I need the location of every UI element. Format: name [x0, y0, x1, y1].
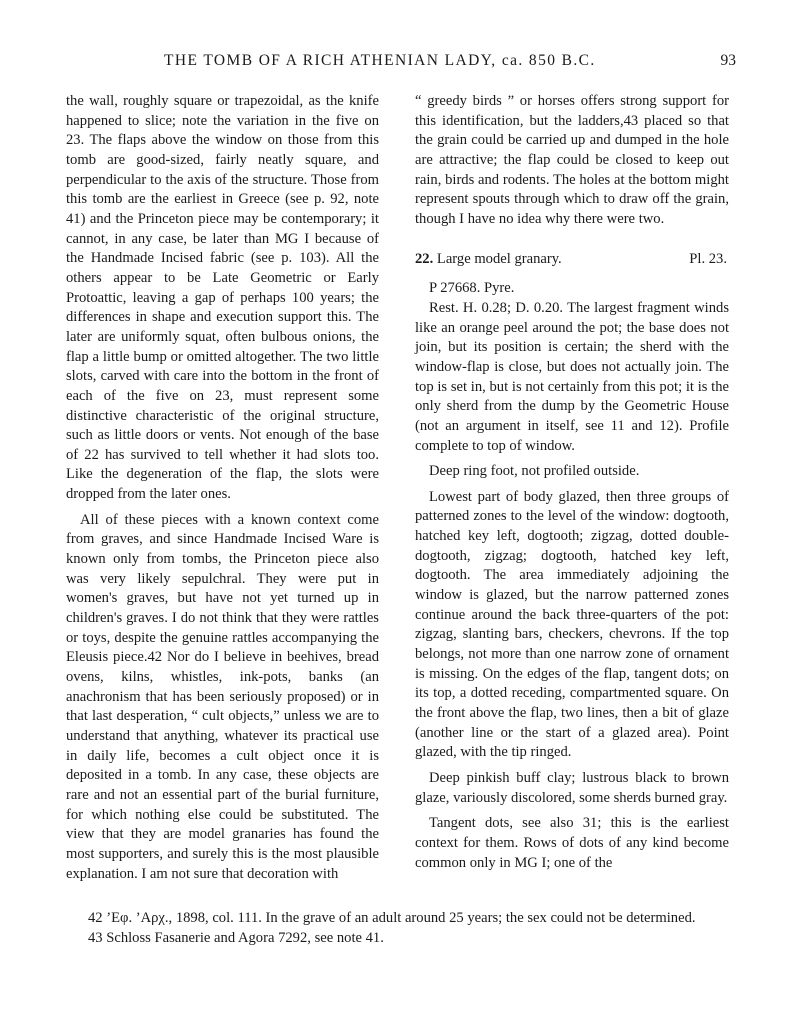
catalogue-decoration: Lowest part of body glazed, then three groups of patterned zones to the level of the window: dogtooth, hatched key left, dogtooth; zigzag, dotted double-dogtooth, zigzag; dogtooth, hatched key left, dogtooth. The area immediately adjoining the window is glazed, but the narrow patterned zones continue around the back three-quarters of the pot: zigzag, slanting bars, checkers, chevrons. If the top belongs, not more than one narrow zone of ornament is missing. On the edges of the flap, tangent dots; on its top, a dotted receding, compartmented square. On the front above the flap, two lines, then a bit of glaze (another line or the start of a glazed area). Point glazed, with the tip ringed.: [415, 488, 729, 761]
paragraph-granary-shapes: the wall, roughly square or trapezoidal, as the knife happened to slice; note the variation in the five on 23. The flaps above the window on those from this tomb are good-sized, fairly neatly square, and perpendicular to the axis of the structure. Those from this tomb are the earliest in Greece (see p. 92, note 41) and the Princeton piece may be contemporary; it cannot, in any case, be later than MG I because of the Handmade Incised fabric (see p. 103). All the others appear to be Late Geometric or Early Protoattic, leaving a gap of perhaps 100 years; the differences in shape and execution support this. The later are uniformly squat, often bulbous onions, the flap a little bump or omitted altogether. The two little slots, carved with care into the bottom in the front of each of the five on 23, must represent some distinctive characteristic of the original structure, such as little doors or vents. Not enough of the base of 22 has survived to tell whether it had slots too. Like the degeneration of the flap, the slots were dropped from the later ones.: [66, 93, 379, 503]
catalogue-dimensions: Rest. H. 0.28; D. 0.20. The largest fragment winds like an orange peel around the pot; the base does not join, but its position is certain; the sherd with the window-flap is close, but does not actually join. The top is set in, but is not certainly from this pot; it is the only sherd from the dump by the Geometric House (not an argument in itself, see 11 and 12). Profile complete to top of window.: [415, 299, 729, 454]
footnote-42: 42 ’Εφ. ’Αρχ., 1898, col. 111. In the grave of an adult around 25 years; the sex could not be determined.: [88, 910, 696, 926]
catalogue-number: 22.: [415, 250, 434, 267]
paragraph-granary-context: All of these pieces with a known context come from graves, and since Handmade Incised Ware is known only from tombs, the Princeton piece also was very likely sepulchral. They were put in women's graves, but have not yet turned up in children's graves. I do not think that they were rattles or toys, despite the genuine rattles accompanying the Eleusis piece.42 Nor do I believe in beehives, bread ovens, kilns, whistles, ink-pots, banks (an anachronism that has been seriously proposed) or in that last desperation, “ cult objects,” unless we are to understand that anything, whatever its practical use in daily life, becomes a cult object once it is deposited in a tomb. In any case, these objects are rare and not an essential part of the burial furniture, for which nothing else could be substituted. The view that they are model granaries has found the most supporters, and surely this is the most plausible explanation. I am not sure that decoration with: [66, 511, 379, 882]
plate-reference: Pl. 23.: [689, 250, 727, 267]
footnote-43: 43 Schloss Fasanerie and Agora 7292, see note 41.: [88, 929, 384, 946]
page-header: [64, 52, 736, 74]
paragraph-granary-identification: “ greedy birds ” or horses offers strong support for this identification, but the ladders,43 placed so that the grain could be carried up and dumped in the hole are attractive; the flap could be closed to keep out rain, birds and rodents. The holes at the bottom might represent spouts through which to draw off the grain, though I have no idea why there were two.: [415, 93, 729, 227]
footnotes: [66, 909, 730, 948]
running-title: THE TOMB OF A RICH ATHENIAN LADY, ca. 850 B.C.: [164, 52, 596, 69]
right-column: [415, 92, 729, 873]
catalogue-entry-heading: [415, 250, 729, 270]
page-number: 93: [720, 52, 736, 69]
catalogue-title: Large model granary.: [436, 250, 562, 267]
left-column: [66, 92, 379, 884]
catalogue-comment: Tangent dots, see also 31; this is the earliest context for them. Rows of dots of any kind become common only in MG I; one of the: [415, 815, 729, 871]
catalogue-clay: Deep pinkish buff clay; lustrous black to brown glaze, variously discolored, some sherds burned gray.: [415, 770, 729, 806]
catalogue-inventory: P 27668. Pyre.: [429, 280, 515, 297]
catalogue-foot: Deep ring foot, not profiled outside.: [429, 463, 640, 480]
